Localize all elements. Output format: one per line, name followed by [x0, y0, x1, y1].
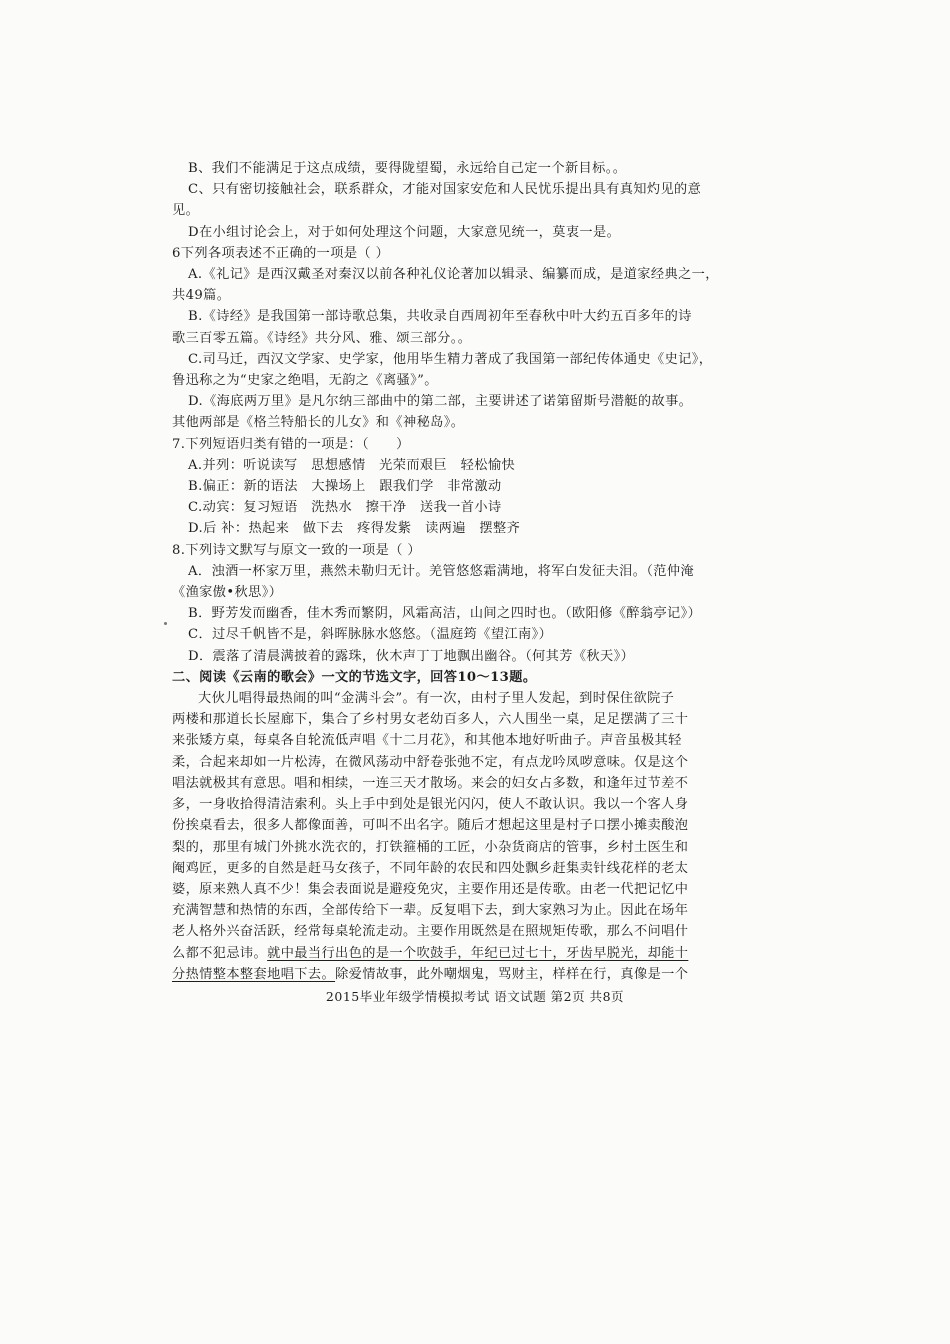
- q6-option-c: C.司马迁，西汉文学家、史学家，他用毕生精力著成了我国第一部纪传体通史《史记》，: [188, 351, 713, 367]
- q8-option-a-cont: 《渔家傲•秋思》）: [172, 585, 283, 601]
- q8-option-d: D．震落了清晨满披着的露珠，伙木声丁丁地飘出幽谷。（何其芳《秋天》）: [188, 648, 635, 664]
- q7-stem: 7.下列短语归类有错的一项是：（ ）: [172, 436, 410, 452]
- page-content: [172, 158, 772, 985]
- scan-speck: [164, 622, 167, 625]
- q6-option-c-cont: 鲁迅称之为“史家之绝唱，无韵之《离骚》”。: [172, 373, 438, 389]
- q7-option-b: B.偏正：新的语法 大操场上 跟我们学 非常激动: [188, 479, 502, 495]
- passage-line-14-plain: 除爱情故事，此外嘲烟鬼，骂财主，样样在行，真像是一个: [335, 966, 689, 982]
- q6-option-d: D.《海底两万里》是凡尔纳三部曲中的第二部，主要讲述了诺第留斯号潜艇的故事。: [188, 394, 693, 410]
- q6-option-a: A.《礼记》是西汉戴圣对秦汉以前各种礼仪论著加以辑录、编纂而成，是道家经典之一，: [188, 267, 719, 283]
- passage-line-13-plain: 么都不犯忌讳。: [172, 945, 268, 961]
- q5-option-c-cont: 见。: [172, 203, 200, 219]
- passage-line: 婆，原来熟人真不少！集会表面说是避疫免灾，主要作用还是传歌。由老一代把记忆中: [172, 881, 689, 897]
- passage-line: 大伙儿唱得最热闹的叫“金满斗会”。有一次，由村子里人发起，到时保住欲院子: [198, 691, 675, 707]
- page-footer: 2015毕业年级学情模拟考试 语文试题 第2页 共8页: [325, 989, 625, 1004]
- q7-option-a: A.并列：听说读写 思想感情 光荣而艰巨 轻松愉快: [188, 457, 516, 473]
- passage-line: 阉鸡匠，更多的自然是赶马女孩子，不同年龄的农民和四处飘乡赶集卖针线花样的老太: [172, 860, 689, 876]
- underlined-sentence-cont: 分热情整本整套地唱下去。: [172, 966, 336, 982]
- passage-line: 来张矮方桌，每桌各自轮流低声唱《十二月花》，和其他本地好听曲子。声音虽极其轻: [172, 733, 682, 749]
- passage-line: 柔，合起来却如一片松涛，在微风荡动中舒卷张弛不定，有点龙吟凤哕意味。仅是这个: [172, 754, 689, 770]
- passage-line: 老人格外兴奋活跃，经常每桌轮流走动。主要作用既然是在照规矩传歌，那么不问唱什: [172, 924, 689, 940]
- underlined-sentence: 就中最当行出色的是一个吹鼓手，年纪已过七十，牙齿早脱光，却能十: [267, 945, 689, 961]
- q5-option-c: C、只有密切接触社会，联系群众，才能对国家安危和人民忧乐提出具有真知灼见的意: [188, 182, 702, 198]
- passage-line: 唱法就极其有意思。唱和相续，一连三天才散场。来会的妇女占多数，和逢年过节差不: [172, 775, 689, 791]
- q8-option-c: C．过尽千帆皆不是，斜晖脉脉水悠悠。（温庭筠《望江南》）: [188, 627, 553, 643]
- q6-option-a-cont: 共49篇。: [172, 288, 231, 304]
- passage-line-13: [172, 943, 772, 964]
- passage-line: 多，一身收拾得清洁索利。头上手中到处是银光闪闪，使人不敢认识。我以一个客人身: [172, 797, 689, 813]
- q7-option-d: D.后 补：热起来 做下去 疼得发紫 读两遍 摆整齐: [188, 521, 521, 537]
- q6-option-b-cont: 歌三百零五篇。《诗经》共分风、雅、颂三部分。。: [172, 330, 472, 346]
- q5-option-b: B、我们不能满足于这点成绩，要得陇望蜀，永远给自己定一个新目标。。: [188, 161, 627, 176]
- q7-option-c: C.动宾：复习短语 洗热水 擦干净 送我一首小诗: [188, 500, 502, 516]
- q6-option-d-cont: 其他两部是《格兰特船长的儿女》和《神秘岛》。: [172, 415, 465, 431]
- section-2-heading: 二、阅读《云南的歌会》一文的节选文字，回答10～13题。: [172, 669, 537, 685]
- q8-option-b: B．野芳发而幽香，佳木秀而繁阴，风霜高洁，山间之四时也。（欧阳修《醉翁亭记》）: [188, 606, 702, 622]
- passage-line: 充满智慧和热情的东西，全部传给下一辈。反复唱下去，到大家熟习为止。因此在场年: [172, 903, 689, 919]
- q8-option-a: A．浊酒一杯家万里，燕然未勒归无计。羌管悠悠霜满地，将军白发征夫泪。（范仲淹: [188, 563, 695, 579]
- passage-line: 梨的，那里有城门外挑水洗衣的，打铁箍桶的工匠，小杂货商店的管事，乡村土医生和: [172, 839, 689, 855]
- passage-line: 份挨桌看去，很多人都像面善，可叫不出名字。随后才想起这里是村子口摆小摊卖酸泡: [172, 818, 689, 834]
- passage-line-14: [172, 964, 772, 985]
- q6-stem: 6下列各项表述不正确的一项是（ ）: [172, 245, 390, 261]
- passage-line: 两楼和那道长长屋廊下，集合了乡村男女老幼百多人，六人围坐一桌，足足摆满了三十: [172, 712, 689, 728]
- q8-stem: 8.下列诗文默写与原文一致的一项是（ ）: [172, 542, 421, 558]
- q6-option-b: B.《诗经》是我国第一部诗歌总集，共收录自西周初年至春秋中叶大约五百多年的诗: [188, 309, 692, 325]
- q5-option-d: D在小组讨论会上，对于如何处理这个问题，大家意见统一，莫衷一是。: [188, 224, 621, 240]
